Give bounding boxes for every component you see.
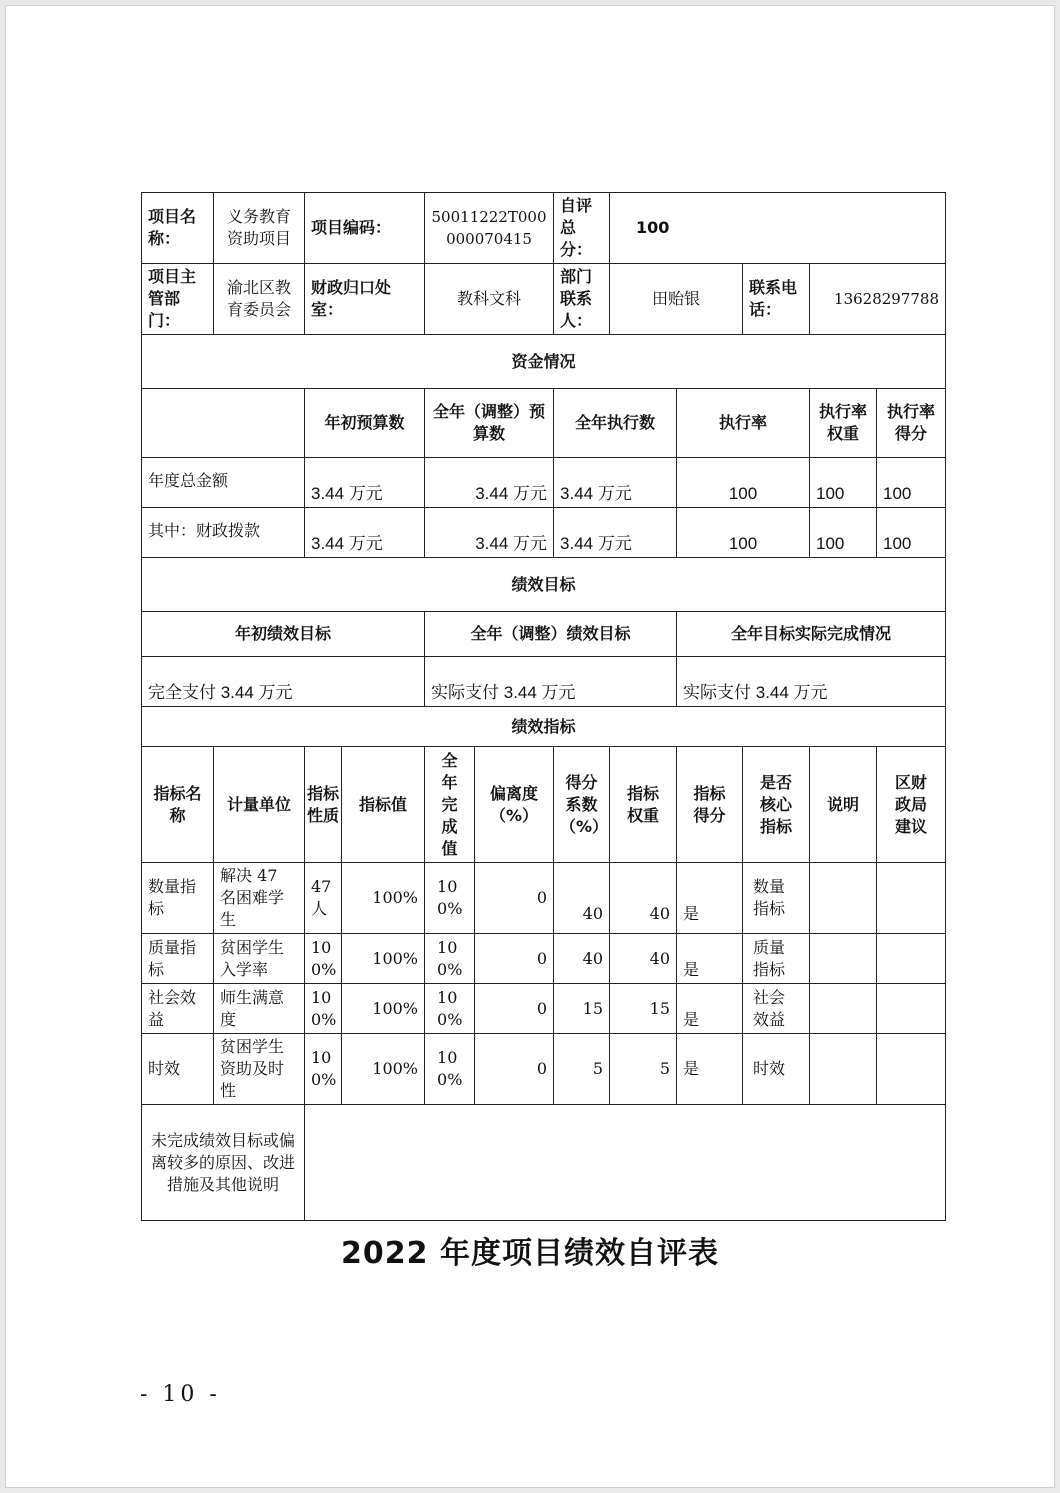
funds-header-initial: 年初预算数 — [305, 389, 425, 458]
ind-header-deviation: 偏离度（%） — [475, 747, 554, 863]
ind-cell-name: 质量指标 — [142, 934, 214, 984]
page-number: - 10 - — [140, 1382, 221, 1407]
ind-cell-advice — [877, 1034, 946, 1105]
remarks-row — [142, 1105, 946, 1221]
ind-header-value: 指标值 — [342, 747, 425, 863]
ind-cell-core: 质量指标 — [743, 934, 810, 984]
funds-header-rate: 执行率 — [677, 389, 810, 458]
ind-cell-value: 100% — [342, 984, 425, 1034]
ind-cell-advice — [877, 984, 946, 1034]
project-name-label: 项目名称： — [142, 193, 214, 264]
ind-cell-score: 是 — [677, 1034, 743, 1105]
ind-cell-coefficient: 15 — [554, 984, 610, 1034]
ind-cell-core: 数量指标 — [743, 863, 810, 934]
indicator-row — [142, 863, 946, 934]
funds-row — [142, 508, 946, 558]
ind-header-done: 全年完成值 — [425, 747, 475, 863]
ind-cell-advice — [877, 934, 946, 984]
goals-value-actual: 实际支付 3.44 万元 — [677, 657, 946, 707]
ind-cell-name: 时效 — [142, 1034, 214, 1105]
ind-cell-done: 100% — [425, 863, 475, 934]
phone-value: 13628297788 — [810, 264, 946, 335]
funds-cell-weight: 100 — [810, 508, 877, 558]
ind-cell-done: 100% — [425, 1034, 475, 1105]
funds-cell-initial: 3.44 万元 — [305, 458, 425, 508]
goals-value-initial: 完全支付 3.44 万元 — [142, 657, 425, 707]
ind-cell-coefficient: 40 — [554, 863, 610, 934]
ind-cell-score: 是 — [677, 863, 743, 934]
goals-section-title: 绩效目标 — [142, 558, 946, 612]
department-label: 项目主管部门： — [142, 264, 214, 335]
funds-header-row — [142, 389, 946, 458]
ind-cell-done: 100% — [425, 934, 475, 984]
page-title: 2022 年度项目绩效自评表 — [341, 1236, 719, 1271]
ind-cell-unit: 贫困学生入学率 — [214, 934, 305, 984]
ind-header-weight: 指标权重 — [610, 747, 677, 863]
ind-cell-unit: 贫困学生资助及时性 — [214, 1034, 305, 1105]
funds-cell-rate: 100 — [677, 458, 810, 508]
ind-header-coefficient: 得分系数（%） — [554, 747, 610, 863]
ind-cell-unit: 解决 47 名困难学生 — [214, 863, 305, 934]
remarks-label: 未完成绩效目标或偏离较多的原因、改进措施及其他说明 — [142, 1105, 305, 1221]
ind-cell-unit: 师生满意度 — [214, 984, 305, 1034]
ind-cell-weight: 15 — [610, 984, 677, 1034]
funds-corner-cell — [142, 389, 305, 458]
phone-label: 联系电话： — [743, 264, 810, 335]
ind-cell-weight: 5 — [610, 1034, 677, 1105]
ind-cell-nature: 100% — [305, 934, 342, 984]
ind-cell-deviation: 0 — [475, 984, 554, 1034]
ind-cell-note — [810, 934, 877, 984]
performance-table — [141, 192, 946, 1221]
finance-office-label: 财政归口处室： — [305, 264, 425, 335]
funds-cell-executed: 3.44 万元 — [554, 458, 677, 508]
funds-cell-adjusted: 3.44 万元 — [425, 508, 554, 558]
ind-cell-deviation: 0 — [475, 1034, 554, 1105]
ind-cell-coefficient: 40 — [554, 934, 610, 984]
funds-cell-weight: 100 — [810, 458, 877, 508]
ind-header-note: 说明 — [810, 747, 877, 863]
ind-cell-coefficient: 5 — [554, 1034, 610, 1105]
ind-header-name: 指标名称 — [142, 747, 214, 863]
ind-header-score: 指标得分 — [677, 747, 743, 863]
ind-cell-score: 是 — [677, 934, 743, 984]
ind-cell-score: 是 — [677, 984, 743, 1034]
ind-cell-nature: 47人 — [305, 863, 342, 934]
funds-header-score: 执行率得分 — [877, 389, 946, 458]
remarks-value — [305, 1105, 946, 1221]
contact-value: 田贻银 — [610, 264, 743, 335]
funds-row-label: 其中：财政拨款 — [142, 508, 305, 558]
ind-cell-value: 100% — [342, 934, 425, 984]
indicators-section-title: 绩效指标 — [142, 707, 946, 747]
funds-cell-adjusted: 3.44 万元 — [425, 458, 554, 508]
department-value: 渝北区教育委员会 — [214, 264, 305, 335]
indicators-header-row — [142, 747, 946, 863]
ind-cell-name: 数量指标 — [142, 863, 214, 934]
indicator-row — [142, 984, 946, 1034]
goals-header-adjusted: 全年（调整）绩效目标 — [425, 612, 677, 657]
finance-office-value: 教科文科 — [425, 264, 554, 335]
ind-cell-weight: 40 — [610, 863, 677, 934]
ind-cell-nature: 100% — [305, 1034, 342, 1105]
ind-cell-done: 100% — [425, 984, 475, 1034]
ind-cell-value: 100% — [342, 863, 425, 934]
project-code-value: 50011222T000000070415 — [425, 193, 554, 264]
funds-cell-initial: 3.44 万元 — [305, 508, 425, 558]
self-score-value: 100 — [610, 193, 946, 264]
ind-cell-nature: 100% — [305, 984, 342, 1034]
funds-cell-rate: 100 — [677, 508, 810, 558]
ind-cell-weight: 40 — [610, 934, 677, 984]
ind-cell-advice — [877, 863, 946, 934]
funds-header-weight: 执行率权重 — [810, 389, 877, 458]
ind-cell-deviation: 0 — [475, 863, 554, 934]
self-score-label: 自评总分： — [554, 193, 610, 264]
ind-cell-name: 社会效益 — [142, 984, 214, 1034]
ind-cell-note — [810, 863, 877, 934]
funds-row — [142, 458, 946, 508]
funds-section-title: 资金情况 — [142, 335, 946, 389]
funds-row-label: 年度总金额 — [142, 458, 305, 508]
project-code-label: 项目编码： — [305, 193, 425, 264]
indicator-row — [142, 934, 946, 984]
header-row-department — [142, 264, 946, 335]
ind-header-unit: 计量单位 — [214, 747, 305, 863]
funds-cell-score: 100 — [877, 458, 946, 508]
ind-cell-core: 社会效益 — [743, 984, 810, 1034]
ind-header-nature: 指标性质 — [305, 747, 342, 863]
ind-header-core: 是否核心指标 — [743, 747, 810, 863]
header-row-project — [142, 193, 946, 264]
goals-header-initial: 年初绩效目标 — [142, 612, 425, 657]
ind-cell-value: 100% — [342, 1034, 425, 1105]
contact-label: 部门联系人： — [554, 264, 610, 335]
goals-value-adjusted: 实际支付 3.44 万元 — [425, 657, 677, 707]
ind-cell-core: 时效 — [743, 1034, 810, 1105]
project-name-value: 义务教育资助项目 — [214, 193, 305, 264]
ind-cell-deviation: 0 — [475, 934, 554, 984]
ind-cell-note — [810, 1034, 877, 1105]
funds-cell-executed: 3.44 万元 — [554, 508, 677, 558]
ind-header-advice: 区财政局建议 — [877, 747, 946, 863]
goals-header-actual: 全年目标实际完成情况 — [677, 612, 946, 657]
ind-cell-note — [810, 984, 877, 1034]
funds-header-executed: 全年执行数 — [554, 389, 677, 458]
funds-header-adjusted: 全年（调整）预算数 — [425, 389, 554, 458]
indicator-row — [142, 1034, 946, 1105]
goals-header-row — [142, 612, 946, 657]
goals-row — [142, 657, 946, 707]
funds-cell-score: 100 — [877, 508, 946, 558]
